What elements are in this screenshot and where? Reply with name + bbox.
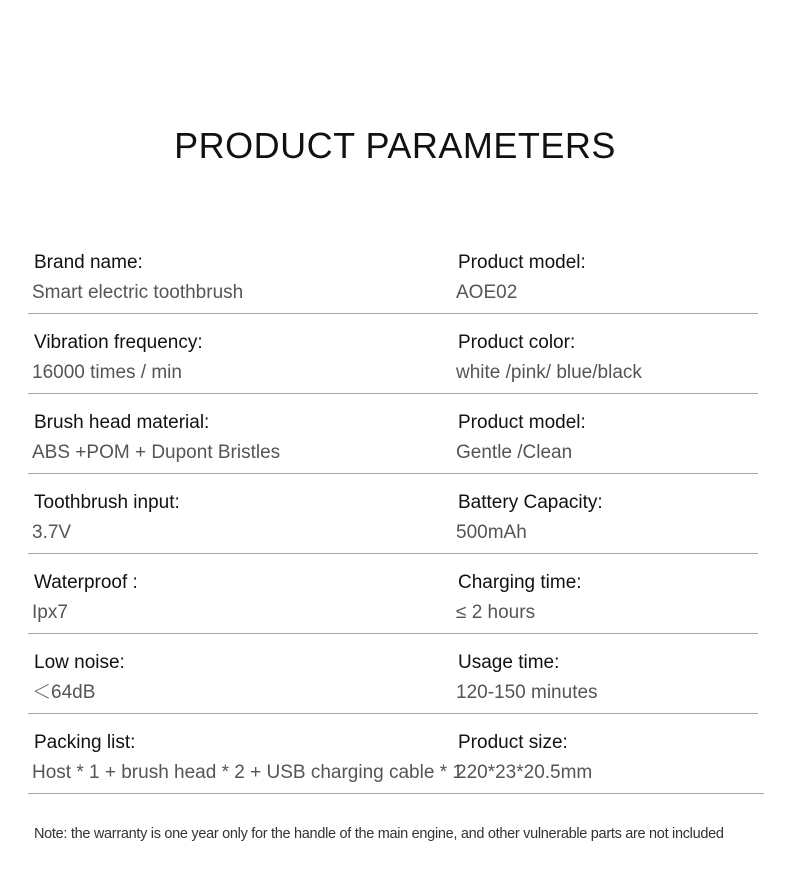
param-label: Low noise: xyxy=(34,652,125,673)
param-usage-time xyxy=(456,651,766,731)
param-row-packing xyxy=(0,731,790,811)
param-label: Brand name: xyxy=(34,252,143,273)
param-row-waterproof xyxy=(0,571,790,651)
param-waterproof xyxy=(32,571,452,651)
param-value: 220*23*20.5mm xyxy=(456,762,593,783)
param-vibration-frequency xyxy=(32,331,452,411)
param-toothbrush-input xyxy=(32,491,452,571)
param-value: AOE02 xyxy=(456,282,518,303)
param-value: 3.7V xyxy=(32,522,72,543)
page-title: PRODUCT PARAMETERS xyxy=(174,125,616,166)
param-row-input xyxy=(0,491,790,571)
param-label: Product model: xyxy=(458,412,586,433)
warranty-note: Note: the warranty is one year only for the handle of the main engine, and other vulnerable parts are not included xyxy=(34,826,724,842)
param-label: Waterproof : xyxy=(34,572,138,593)
param-label: Usage time: xyxy=(458,652,560,673)
row-divider xyxy=(28,553,758,554)
param-packing-list xyxy=(32,731,463,811)
param-row-vibration xyxy=(0,331,790,411)
param-label: Packing list: xyxy=(34,732,136,753)
param-value: ≤ 2 hours xyxy=(456,602,536,623)
row-divider xyxy=(28,393,758,394)
row-divider xyxy=(28,633,758,634)
row-divider xyxy=(28,313,758,314)
param-label: Vibration frequency: xyxy=(34,332,203,353)
param-product-model xyxy=(456,251,766,331)
param-value: Host * 1 + brush head * 2 + USB charging cable * 1 xyxy=(32,762,463,783)
param-label: Product size: xyxy=(458,732,568,753)
param-label: Product model: xyxy=(458,252,586,273)
param-low-noise xyxy=(32,651,452,731)
param-label: Charging time: xyxy=(458,572,582,593)
param-product-size xyxy=(456,731,766,811)
param-value: Smart electric toothbrush xyxy=(32,282,244,303)
param-product-color xyxy=(456,331,766,411)
param-charging-time xyxy=(456,571,766,651)
param-value: white /pink/ blue/black xyxy=(456,362,642,383)
param-label: Brush head material: xyxy=(34,412,210,433)
row-divider xyxy=(28,793,764,794)
param-label: Battery Capacity: xyxy=(458,492,603,513)
param-value: ABS +POM + Dupont Bristles xyxy=(32,442,281,463)
row-divider xyxy=(28,713,758,714)
param-value: 500mAh xyxy=(456,522,527,543)
param-brush-head-material xyxy=(32,411,452,491)
param-row-brush-head xyxy=(0,411,790,491)
param-value: 16000 times / min xyxy=(32,362,182,383)
param-value: Gentle /Clean xyxy=(456,442,573,463)
param-row-noise xyxy=(0,651,790,731)
row-divider xyxy=(28,473,758,474)
param-value: 120-150 minutes xyxy=(456,682,598,703)
param-label: Toothbrush input: xyxy=(34,492,180,513)
param-battery-capacity xyxy=(456,491,766,571)
param-value: Ipx7 xyxy=(32,602,68,623)
param-label: Product color: xyxy=(458,332,576,353)
param-product-mode xyxy=(456,411,766,491)
param-row-brand xyxy=(0,251,790,331)
param-brand-name xyxy=(32,251,452,331)
param-value: ＜64dB xyxy=(32,682,96,703)
